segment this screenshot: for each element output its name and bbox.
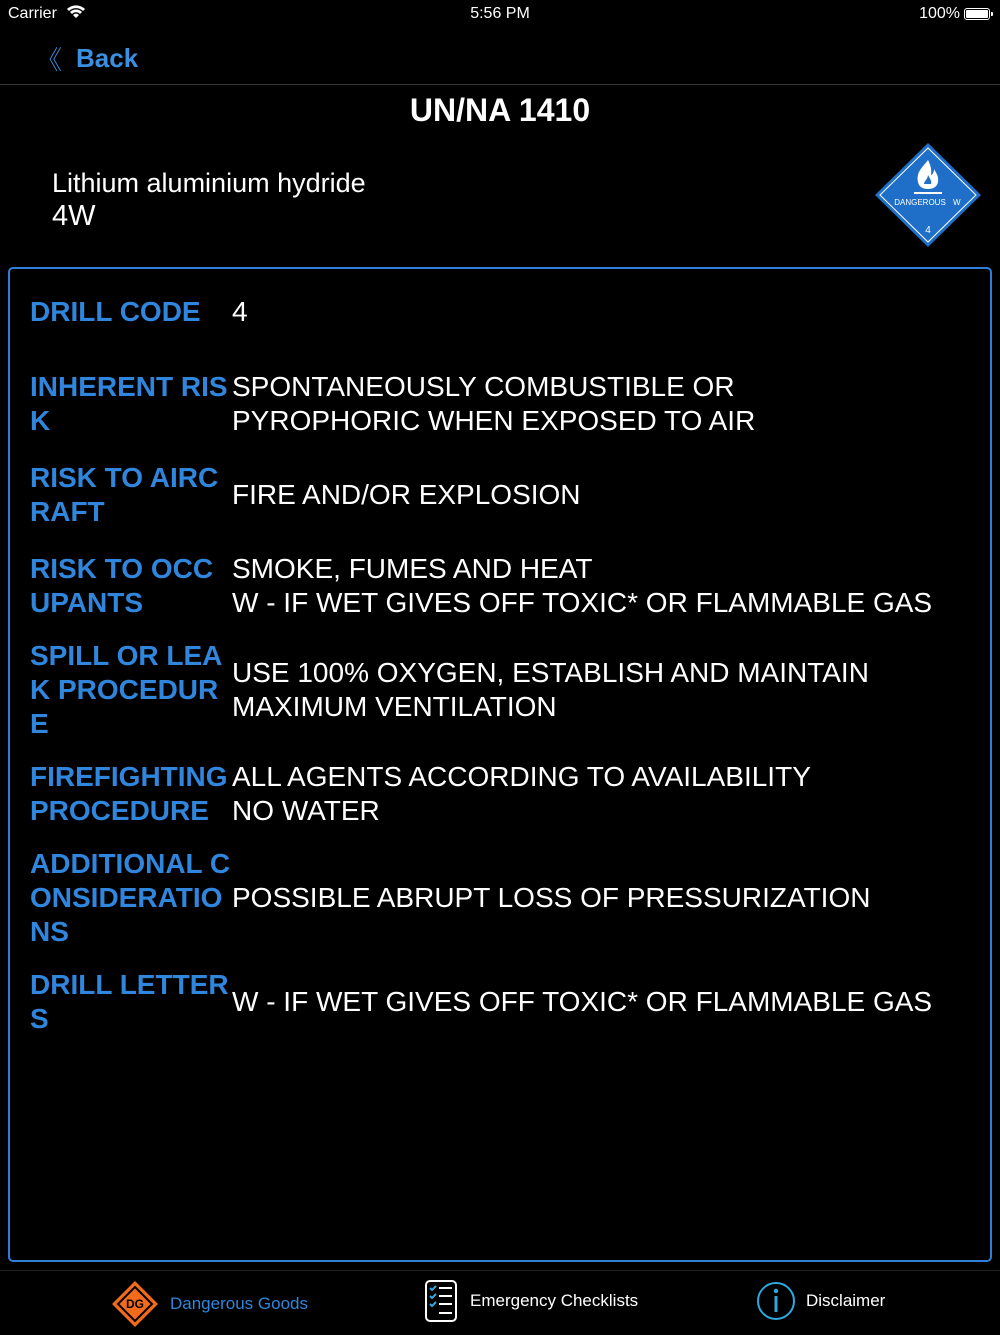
detail-row	[30, 295, 970, 329]
detail-value: POSSIBLE ABRUPT LOSS OF PRESSURIZATION	[232, 882, 871, 913]
page-title: UN/NA 1410	[409, 92, 591, 128]
detail-label: DRILL LETTERS	[30, 969, 229, 1034]
detail-row	[30, 370, 970, 438]
back-label: Back	[76, 43, 139, 73]
battery-status	[919, 5, 990, 23]
carrier-label: Carrier	[8, 5, 57, 22]
checklist-icon	[424, 1279, 460, 1323]
battery-icon	[964, 8, 990, 20]
svg-text:DG: DG	[126, 1297, 144, 1311]
info-icon	[756, 1279, 796, 1323]
detail-value: ALL AGENTS ACCORDING TO AVAILABILITY NO WATER	[232, 761, 811, 826]
svg-text:W: W	[953, 198, 961, 207]
placard-class-number: 4	[925, 225, 931, 236]
detail-label: RISK TO AIRCRAFT	[30, 462, 219, 527]
tab-label: Emergency Checklists	[470, 1291, 639, 1310]
detail-label: SPILL OR LEAK PROCEDURE	[30, 640, 223, 739]
detail-label: DRILL CODE	[30, 296, 201, 327]
svg-text:DANGEROUS: DANGEROUS	[894, 198, 946, 207]
detail-row	[30, 461, 970, 529]
dangerous-goods-diamond-icon	[110, 1279, 160, 1329]
detail-label: FIREFIGHTING PROCEDURE	[30, 761, 228, 826]
substance-name: Lithium aluminium hydride	[52, 168, 366, 198]
tab-disclaimer[interactable]	[756, 1279, 885, 1323]
detail-row	[30, 552, 970, 620]
detail-row	[30, 760, 970, 828]
tab-bar	[0, 1270, 1000, 1335]
details-list	[30, 295, 970, 1055]
detail-row	[30, 639, 970, 741]
back-button[interactable]	[36, 40, 138, 77]
detail-row	[30, 968, 970, 1036]
navigation-bar	[0, 28, 1000, 85]
clock: 5:56 PM	[470, 5, 530, 22]
detail-value: 4	[232, 296, 248, 327]
detail-label: RISK TO OCCUPANTS	[30, 553, 214, 618]
dangerous-when-wet-placard-icon	[874, 142, 982, 248]
double-chevron-left-icon: 《	[36, 45, 63, 75]
detail-value: FIRE AND/OR EXPLOSION	[232, 479, 581, 510]
detail-value: SMOKE, FUMES AND HEAT W - IF WET GIVES OFF TOXIC* OR FLAMMABLE GAS	[232, 553, 933, 618]
substance-code: 4W	[52, 200, 96, 232]
detail-label: INHERENT RISK	[30, 371, 228, 436]
detail-row	[30, 847, 970, 949]
detail-label: ADDITIONAL CONSIDERATIONS	[30, 848, 231, 947]
battery-percent: 100%	[919, 5, 960, 22]
details-panel	[8, 267, 992, 1262]
detail-value: USE 100% OXYGEN, ESTABLISH AND MAINTAIN MAXIMUM VENTILATION	[232, 657, 869, 722]
tab-dangerous-goods[interactable]	[110, 1279, 308, 1329]
detail-value: SPONTANEOUSLY COMBUSTIBLE OR PYROPHORIC WHEN EXPOSED TO AIR	[232, 371, 756, 436]
detail-value: W - IF WET GIVES OFF TOXIC* OR FLAMMABLE GAS	[232, 986, 933, 1017]
tab-label: Disclaimer	[806, 1291, 886, 1310]
tab-label: Dangerous Goods	[170, 1294, 308, 1313]
status-bar	[0, 0, 1000, 28]
tab-emergency-checklists[interactable]	[424, 1279, 638, 1323]
